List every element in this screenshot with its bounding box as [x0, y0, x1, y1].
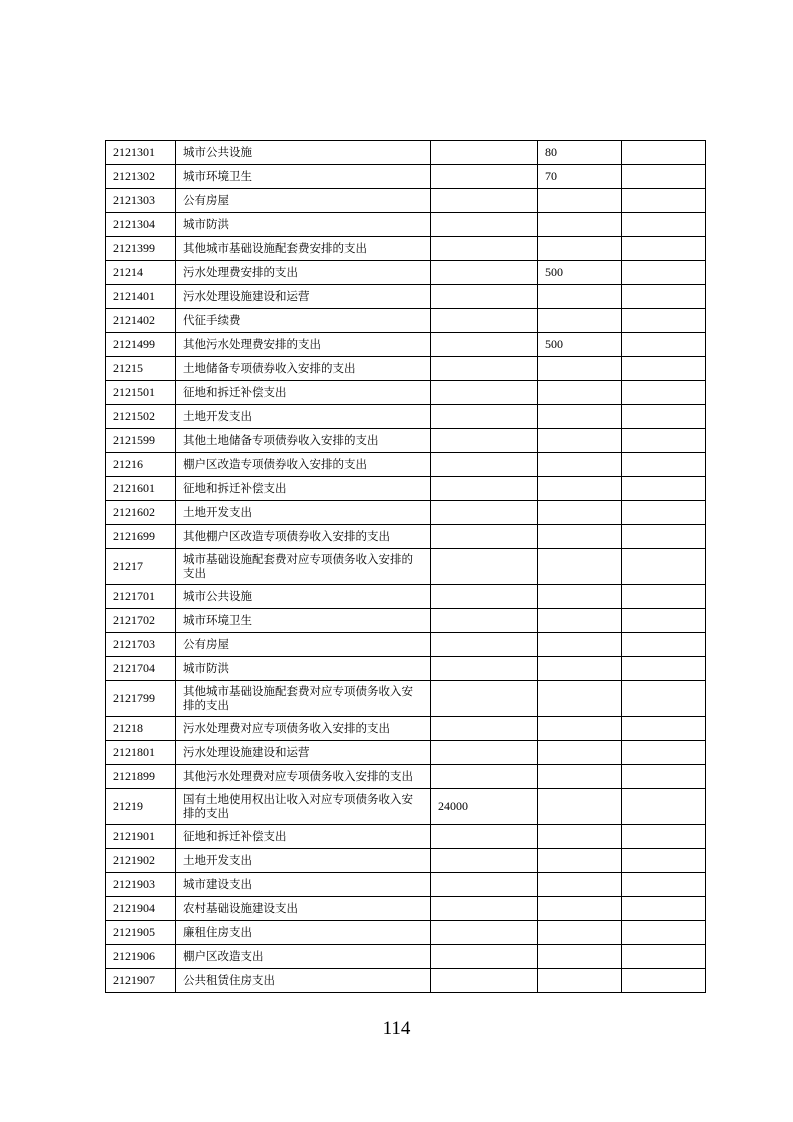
- amount-col3-cell: [622, 213, 706, 237]
- amount-col3-cell: [622, 261, 706, 285]
- account-code-cell: 2121701: [106, 585, 176, 609]
- account-code-cell: 2121499: [106, 333, 176, 357]
- account-code-cell: 21219: [106, 789, 176, 825]
- item-name-cell: 城市公共设施: [176, 585, 431, 609]
- amount-col2-cell: [538, 849, 622, 873]
- item-name-cell: 城市环境卫生: [176, 165, 431, 189]
- amount-col3-cell: [622, 357, 706, 381]
- amount-col2-cell: [538, 357, 622, 381]
- account-code-cell: 2121302: [106, 165, 176, 189]
- table-row: [106, 741, 706, 765]
- amount-col3-cell: [622, 501, 706, 525]
- amount-col3-cell: [622, 681, 706, 717]
- item-name-cell: 公有房屋: [176, 189, 431, 213]
- account-code-cell: 2121801: [106, 741, 176, 765]
- amount-col3-cell: [622, 477, 706, 501]
- amount-col2-cell: [538, 609, 622, 633]
- amount-col1-cell: 24000: [431, 789, 538, 825]
- table-row: [106, 849, 706, 873]
- item-name-cell: 城市基础设施配套费对应专项债务收入安排的支出: [176, 549, 431, 585]
- item-name-cell: 征地和拆迁补偿支出: [176, 477, 431, 501]
- account-code-cell: 2121907: [106, 969, 176, 993]
- item-name-cell: 土地开发支出: [176, 405, 431, 429]
- amount-col1-cell: [431, 765, 538, 789]
- amount-col2-cell: 500: [538, 261, 622, 285]
- item-name-cell: 征地和拆迁补偿支出: [176, 825, 431, 849]
- account-code-cell: 2121601: [106, 477, 176, 501]
- amount-col2-cell: [538, 633, 622, 657]
- budget-table-body: [106, 141, 706, 993]
- amount-col3-cell: [622, 849, 706, 873]
- amount-col3-cell: [622, 141, 706, 165]
- amount-col1-cell: [431, 873, 538, 897]
- amount-col1-cell: [431, 525, 538, 549]
- table-row: [106, 717, 706, 741]
- table-row: [106, 453, 706, 477]
- account-code-cell: 2121704: [106, 657, 176, 681]
- amount-col1-cell: [431, 453, 538, 477]
- account-code-cell: 21214: [106, 261, 176, 285]
- account-code-cell: 2121799: [106, 681, 176, 717]
- amount-col1-cell: [431, 717, 538, 741]
- amount-col2-cell: [538, 825, 622, 849]
- amount-col3-cell: [622, 405, 706, 429]
- table-row: [106, 261, 706, 285]
- amount-col3-cell: [622, 189, 706, 213]
- amount-col1-cell: [431, 189, 538, 213]
- table-row: [106, 285, 706, 309]
- amount-col2-cell: [538, 945, 622, 969]
- amount-col2-cell: [538, 429, 622, 453]
- account-code-cell: 2121602: [106, 501, 176, 525]
- amount-col2-cell: 70: [538, 165, 622, 189]
- amount-col2-cell: [538, 741, 622, 765]
- amount-col3-cell: [622, 789, 706, 825]
- account-code-cell: 21216: [106, 453, 176, 477]
- amount-col1-cell: [431, 381, 538, 405]
- table-row: [106, 213, 706, 237]
- item-name-cell: 污水处理设施建设和运营: [176, 285, 431, 309]
- table-row: [106, 585, 706, 609]
- table-row: [106, 165, 706, 189]
- amount-col2-cell: [538, 501, 622, 525]
- page-number: 114: [382, 1018, 411, 1039]
- amount-col1-cell: [431, 549, 538, 585]
- amount-col2-cell: [538, 789, 622, 825]
- table-row: [106, 333, 706, 357]
- account-code-cell: 2121402: [106, 309, 176, 333]
- table-row: [106, 477, 706, 501]
- amount-col2-cell: [538, 585, 622, 609]
- amount-col1-cell: [431, 213, 538, 237]
- table-row: [106, 921, 706, 945]
- amount-col1-cell: [431, 285, 538, 309]
- amount-col3-cell: [622, 165, 706, 189]
- amount-col2-cell: [538, 237, 622, 261]
- amount-col3-cell: [622, 945, 706, 969]
- amount-col1-cell: [431, 477, 538, 501]
- table-row: [106, 897, 706, 921]
- table-row: [106, 525, 706, 549]
- account-code-cell: 2121703: [106, 633, 176, 657]
- item-name-cell: 污水处理费安排的支出: [176, 261, 431, 285]
- account-code-cell: 2121399: [106, 237, 176, 261]
- amount-col2-cell: 500: [538, 333, 622, 357]
- amount-col3-cell: [622, 309, 706, 333]
- table-row: [106, 357, 706, 381]
- table-row: [106, 141, 706, 165]
- amount-col3-cell: [622, 633, 706, 657]
- table-row: [106, 765, 706, 789]
- account-code-cell: 2121502: [106, 405, 176, 429]
- account-code-cell: 2121901: [106, 825, 176, 849]
- amount-col1-cell: [431, 945, 538, 969]
- table-row: [106, 501, 706, 525]
- item-name-cell: 城市防洪: [176, 213, 431, 237]
- account-code-cell: 2121902: [106, 849, 176, 873]
- item-name-cell: 棚户区改造支出: [176, 945, 431, 969]
- amount-col3-cell: [622, 921, 706, 945]
- item-name-cell: 其他棚户区改造专项债券收入安排的支出: [176, 525, 431, 549]
- amount-col2-cell: [538, 309, 622, 333]
- item-name-cell: 农村基础设施建设支出: [176, 897, 431, 921]
- table-row: [106, 789, 706, 825]
- item-name-cell: 污水处理设施建设和运营: [176, 741, 431, 765]
- amount-col2-cell: [538, 897, 622, 921]
- item-name-cell: 公共租赁住房支出: [176, 969, 431, 993]
- amount-col3-cell: [622, 717, 706, 741]
- amount-col3-cell: [622, 237, 706, 261]
- amount-col1-cell: [431, 141, 538, 165]
- amount-col1-cell: [431, 741, 538, 765]
- amount-col3-cell: [622, 333, 706, 357]
- item-name-cell: 其他城市基础设施配套费对应专项债务收入安排的支出: [176, 681, 431, 717]
- item-name-cell: 城市公共设施: [176, 141, 431, 165]
- item-name-cell: 廉租住房支出: [176, 921, 431, 945]
- amount-col3-cell: [622, 873, 706, 897]
- amount-col3-cell: [622, 657, 706, 681]
- account-code-cell: 21215: [106, 357, 176, 381]
- amount-col1-cell: [431, 681, 538, 717]
- amount-col2-cell: [538, 405, 622, 429]
- item-name-cell: 城市建设支出: [176, 873, 431, 897]
- account-code-cell: 2121905: [106, 921, 176, 945]
- amount-col1-cell: [431, 657, 538, 681]
- account-code-cell: 21217: [106, 549, 176, 585]
- table-row: [106, 657, 706, 681]
- amount-col1-cell: [431, 405, 538, 429]
- item-name-cell: 城市防洪: [176, 657, 431, 681]
- account-code-cell: 2121301: [106, 141, 176, 165]
- account-code-cell: 2121702: [106, 609, 176, 633]
- table-row: [106, 189, 706, 213]
- amount-col2-cell: [538, 549, 622, 585]
- amount-col2-cell: [538, 969, 622, 993]
- amount-col1-cell: [431, 849, 538, 873]
- item-name-cell: 公有房屋: [176, 633, 431, 657]
- item-name-cell: 城市环境卫生: [176, 609, 431, 633]
- table-row: [106, 429, 706, 453]
- amount-col2-cell: [538, 765, 622, 789]
- amount-col1-cell: [431, 429, 538, 453]
- account-code-cell: 2121903: [106, 873, 176, 897]
- table-row: [106, 405, 706, 429]
- table-row: [106, 549, 706, 585]
- amount-col1-cell: [431, 969, 538, 993]
- amount-col3-cell: [622, 969, 706, 993]
- amount-col2-cell: [538, 657, 622, 681]
- amount-col1-cell: [431, 309, 538, 333]
- amount-col1-cell: [431, 237, 538, 261]
- account-code-cell: 2121303: [106, 189, 176, 213]
- amount-col1-cell: [431, 585, 538, 609]
- amount-col2-cell: [538, 213, 622, 237]
- account-code-cell: 2121899: [106, 765, 176, 789]
- item-name-cell: 其他城市基础设施配套费安排的支出: [176, 237, 431, 261]
- account-code-cell: 2121304: [106, 213, 176, 237]
- amount-col2-cell: [538, 525, 622, 549]
- account-code-cell: 2121904: [106, 897, 176, 921]
- table-row: [106, 681, 706, 717]
- amount-col2-cell: [538, 921, 622, 945]
- amount-col2-cell: [538, 873, 622, 897]
- table-row: [106, 633, 706, 657]
- table-row: [106, 945, 706, 969]
- item-name-cell: 代征手续费: [176, 309, 431, 333]
- amount-col3-cell: [622, 765, 706, 789]
- amount-col1-cell: [431, 897, 538, 921]
- table-row: [106, 237, 706, 261]
- item-name-cell: 征地和拆迁补偿支出: [176, 381, 431, 405]
- amount-col3-cell: [622, 741, 706, 765]
- amount-col1-cell: [431, 825, 538, 849]
- item-name-cell: 其他土地储备专项债券收入安排的支出: [176, 429, 431, 453]
- item-name-cell: 国有土地使用权出让收入对应专项债务收入安排的支出: [176, 789, 431, 825]
- account-code-cell: 21218: [106, 717, 176, 741]
- amount-col3-cell: [622, 381, 706, 405]
- amount-col1-cell: [431, 501, 538, 525]
- table-row: [106, 969, 706, 993]
- amount-col3-cell: [622, 549, 706, 585]
- amount-col2-cell: [538, 285, 622, 309]
- account-code-cell: 2121906: [106, 945, 176, 969]
- account-code-cell: 2121401: [106, 285, 176, 309]
- amount-col2-cell: [538, 381, 622, 405]
- table-row: [106, 873, 706, 897]
- item-name-cell: 土地开发支出: [176, 849, 431, 873]
- amount-col3-cell: [622, 825, 706, 849]
- item-name-cell: 其他污水处理费对应专项债务收入安排的支出: [176, 765, 431, 789]
- amount-col2-cell: [538, 681, 622, 717]
- amount-col3-cell: [622, 897, 706, 921]
- amount-col3-cell: [622, 585, 706, 609]
- item-name-cell: 其他污水处理费安排的支出: [176, 333, 431, 357]
- amount-col3-cell: [622, 453, 706, 477]
- table-row: [106, 825, 706, 849]
- amount-col2-cell: [538, 717, 622, 741]
- item-name-cell: 棚户区改造专项债券收入安排的支出: [176, 453, 431, 477]
- amount-col2-cell: [538, 453, 622, 477]
- table-row: [106, 609, 706, 633]
- account-code-cell: 2121699: [106, 525, 176, 549]
- amount-col3-cell: [622, 609, 706, 633]
- budget-table: [105, 140, 706, 993]
- amount-col1-cell: [431, 921, 538, 945]
- amount-col1-cell: [431, 357, 538, 381]
- amount-col1-cell: [431, 609, 538, 633]
- amount-col2-cell: [538, 477, 622, 501]
- item-name-cell: 土地开发支出: [176, 501, 431, 525]
- amount-col1-cell: [431, 261, 538, 285]
- item-name-cell: 污水处理费对应专项债务收入安排的支出: [176, 717, 431, 741]
- amount-col3-cell: [622, 285, 706, 309]
- account-code-cell: 2121599: [106, 429, 176, 453]
- amount-col2-cell: 80: [538, 141, 622, 165]
- table-row: [106, 309, 706, 333]
- amount-col2-cell: [538, 189, 622, 213]
- amount-col3-cell: [622, 525, 706, 549]
- amount-col1-cell: [431, 633, 538, 657]
- item-name-cell: 土地储备专项债券收入安排的支出: [176, 357, 431, 381]
- table-row: [106, 381, 706, 405]
- account-code-cell: 2121501: [106, 381, 176, 405]
- amount-col3-cell: [622, 429, 706, 453]
- amount-col1-cell: [431, 333, 538, 357]
- amount-col1-cell: [431, 165, 538, 189]
